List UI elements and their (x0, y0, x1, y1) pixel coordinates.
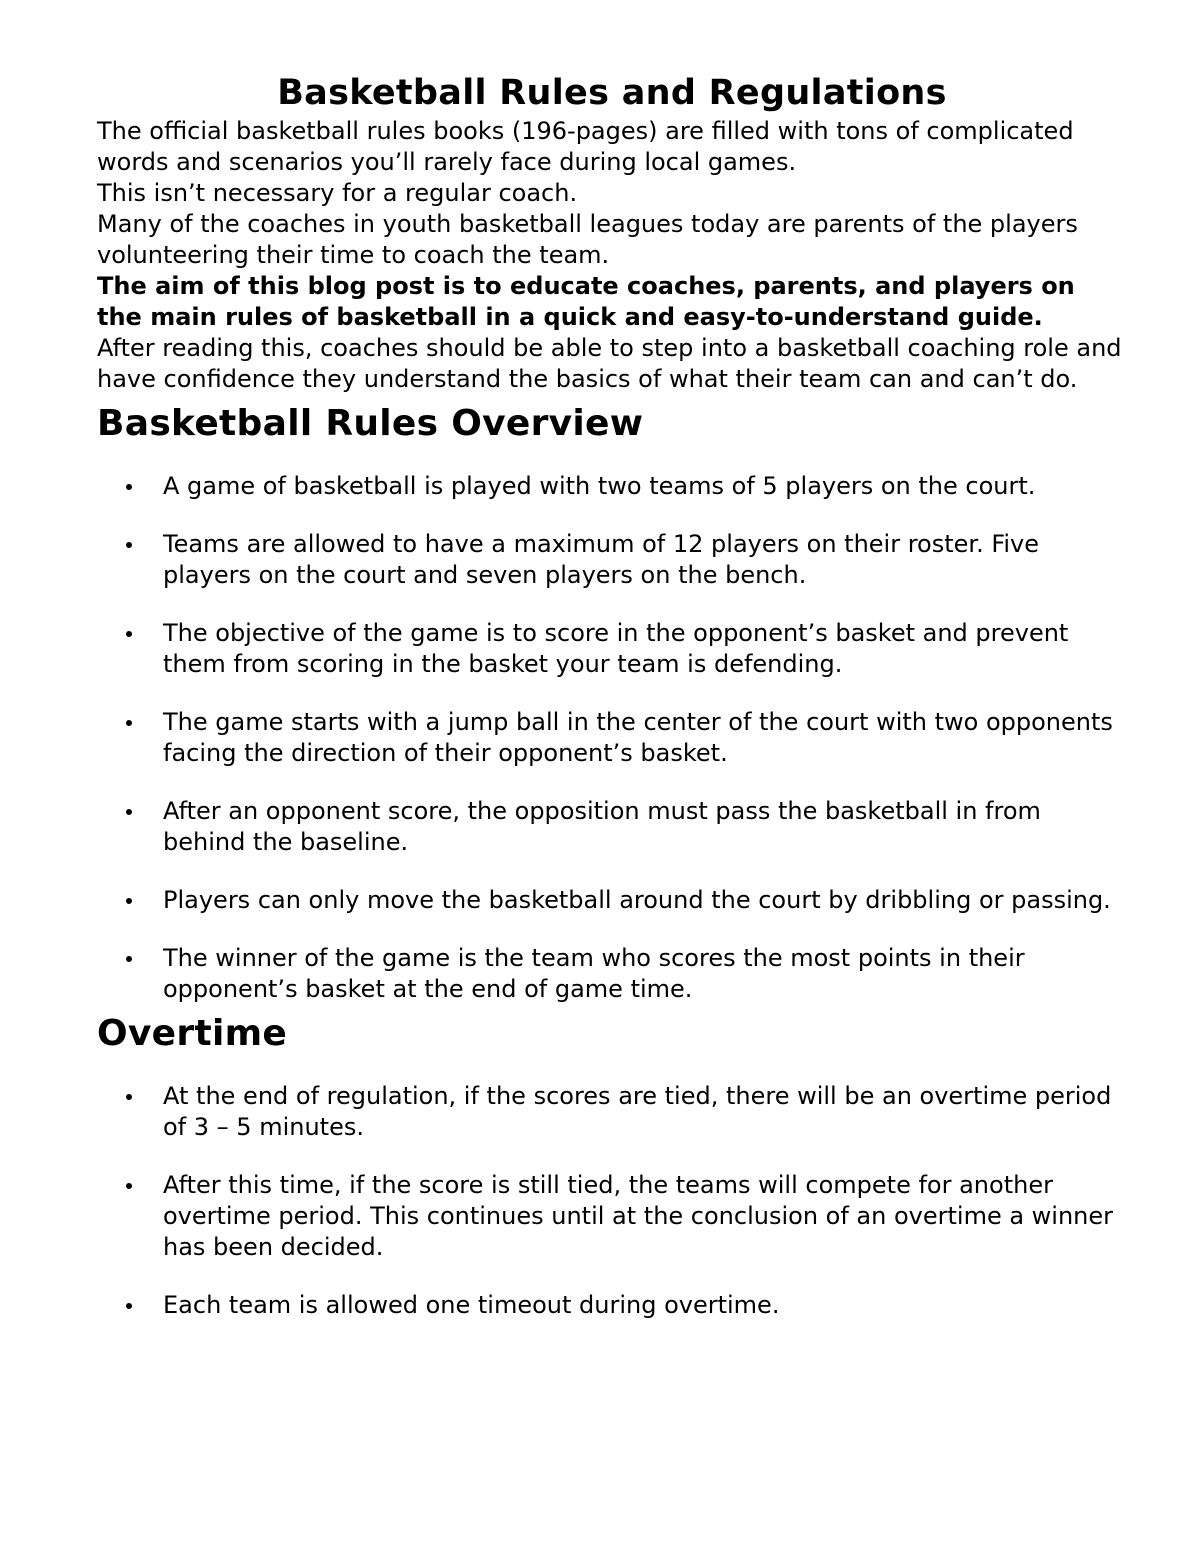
intro-paragraph-bold: The aim of this blog post is to educate coaches, parents, and players on the main rules of basketball in a quick and easy-to-understand guide. (97, 272, 1075, 331)
overtime-section (97, 1010, 1127, 1321)
list-item-text: Teams are allowed to have a maximum of 12 players on their roster. Five players on the court and seven players on the bench. (163, 530, 1040, 589)
list-item (97, 471, 1127, 502)
intro-section (97, 116, 1127, 395)
bullet-icon (126, 1303, 132, 1309)
intro-paragraph: Many of the coaches in youth basketball leagues today are parents of the players volunteering their time to coach the team. (97, 210, 1078, 269)
intro-paragraph: The official basketball rules books (196-pages) are filled with tons of complicated words and scenarios you’ll rarely face during local games. (97, 117, 1074, 176)
list-item-text: Players can only move the basketball around the court by dribbling or passing. (163, 886, 1111, 914)
list-item-text: The winner of the game is the team who scores the most points in their opponent’s basket at the end of game time. (163, 944, 1025, 1003)
list-item (97, 943, 1127, 1005)
document-title: Basketball Rules and Regulations (277, 73, 947, 113)
bullet-icon (126, 898, 132, 904)
list-item-text: The objective of the game is to score in the opponent’s basket and prevent them from scoring in the basket your team is defending. (163, 619, 1069, 678)
list-item-text: The game starts with a jump ball in the center of the court with two opponents facing the direction of their opponent’s basket. (163, 708, 1113, 767)
bullet-icon (126, 1094, 132, 1100)
intro-paragraph: This isn’t necessary for a regular coach. (97, 179, 578, 207)
bullet-icon (126, 809, 132, 815)
intro-paragraph: After reading this, coaches should be able to step into a basketball coaching role and have confidence they understand the basics of what their team can and can’t do. (97, 334, 1122, 393)
list-item (97, 885, 1127, 916)
overview-section (97, 400, 1127, 1005)
overview-bullet-list (97, 471, 1127, 1005)
bullet-icon (126, 484, 132, 490)
list-item (97, 707, 1127, 769)
section-heading-overview: Basketball Rules Overview (97, 403, 644, 444)
list-item (97, 529, 1127, 591)
list-item (97, 618, 1127, 680)
list-item (97, 1290, 1127, 1321)
list-item (97, 1081, 1127, 1143)
bullet-icon (126, 1183, 132, 1189)
list-item (97, 796, 1127, 858)
list-item-text: After an opponent score, the opposition must pass the basketball in from behind the baseline. (163, 797, 1041, 856)
list-item-text: A game of basketball is played with two teams of 5 players on the court. (163, 472, 1036, 500)
document-page (97, 70, 1127, 1321)
overtime-bullet-list (97, 1081, 1127, 1321)
list-item-text: At the end of regulation, if the scores are tied, there will be an overtime period of 3 – 5 minutes. (163, 1082, 1112, 1141)
bullet-icon (126, 631, 132, 637)
bullet-icon (126, 720, 132, 726)
list-item (97, 1170, 1127, 1263)
list-item-text: After this time, if the score is still tied, the teams will compete for another overtime period. This continues until at the conclusion of an overtime a winner has been decided. (163, 1171, 1114, 1261)
list-item-text: Each team is allowed one timeout during overtime. (163, 1291, 780, 1319)
bullet-icon (126, 542, 132, 548)
section-heading-overtime: Overtime (97, 1013, 288, 1054)
bullet-icon (126, 956, 132, 962)
